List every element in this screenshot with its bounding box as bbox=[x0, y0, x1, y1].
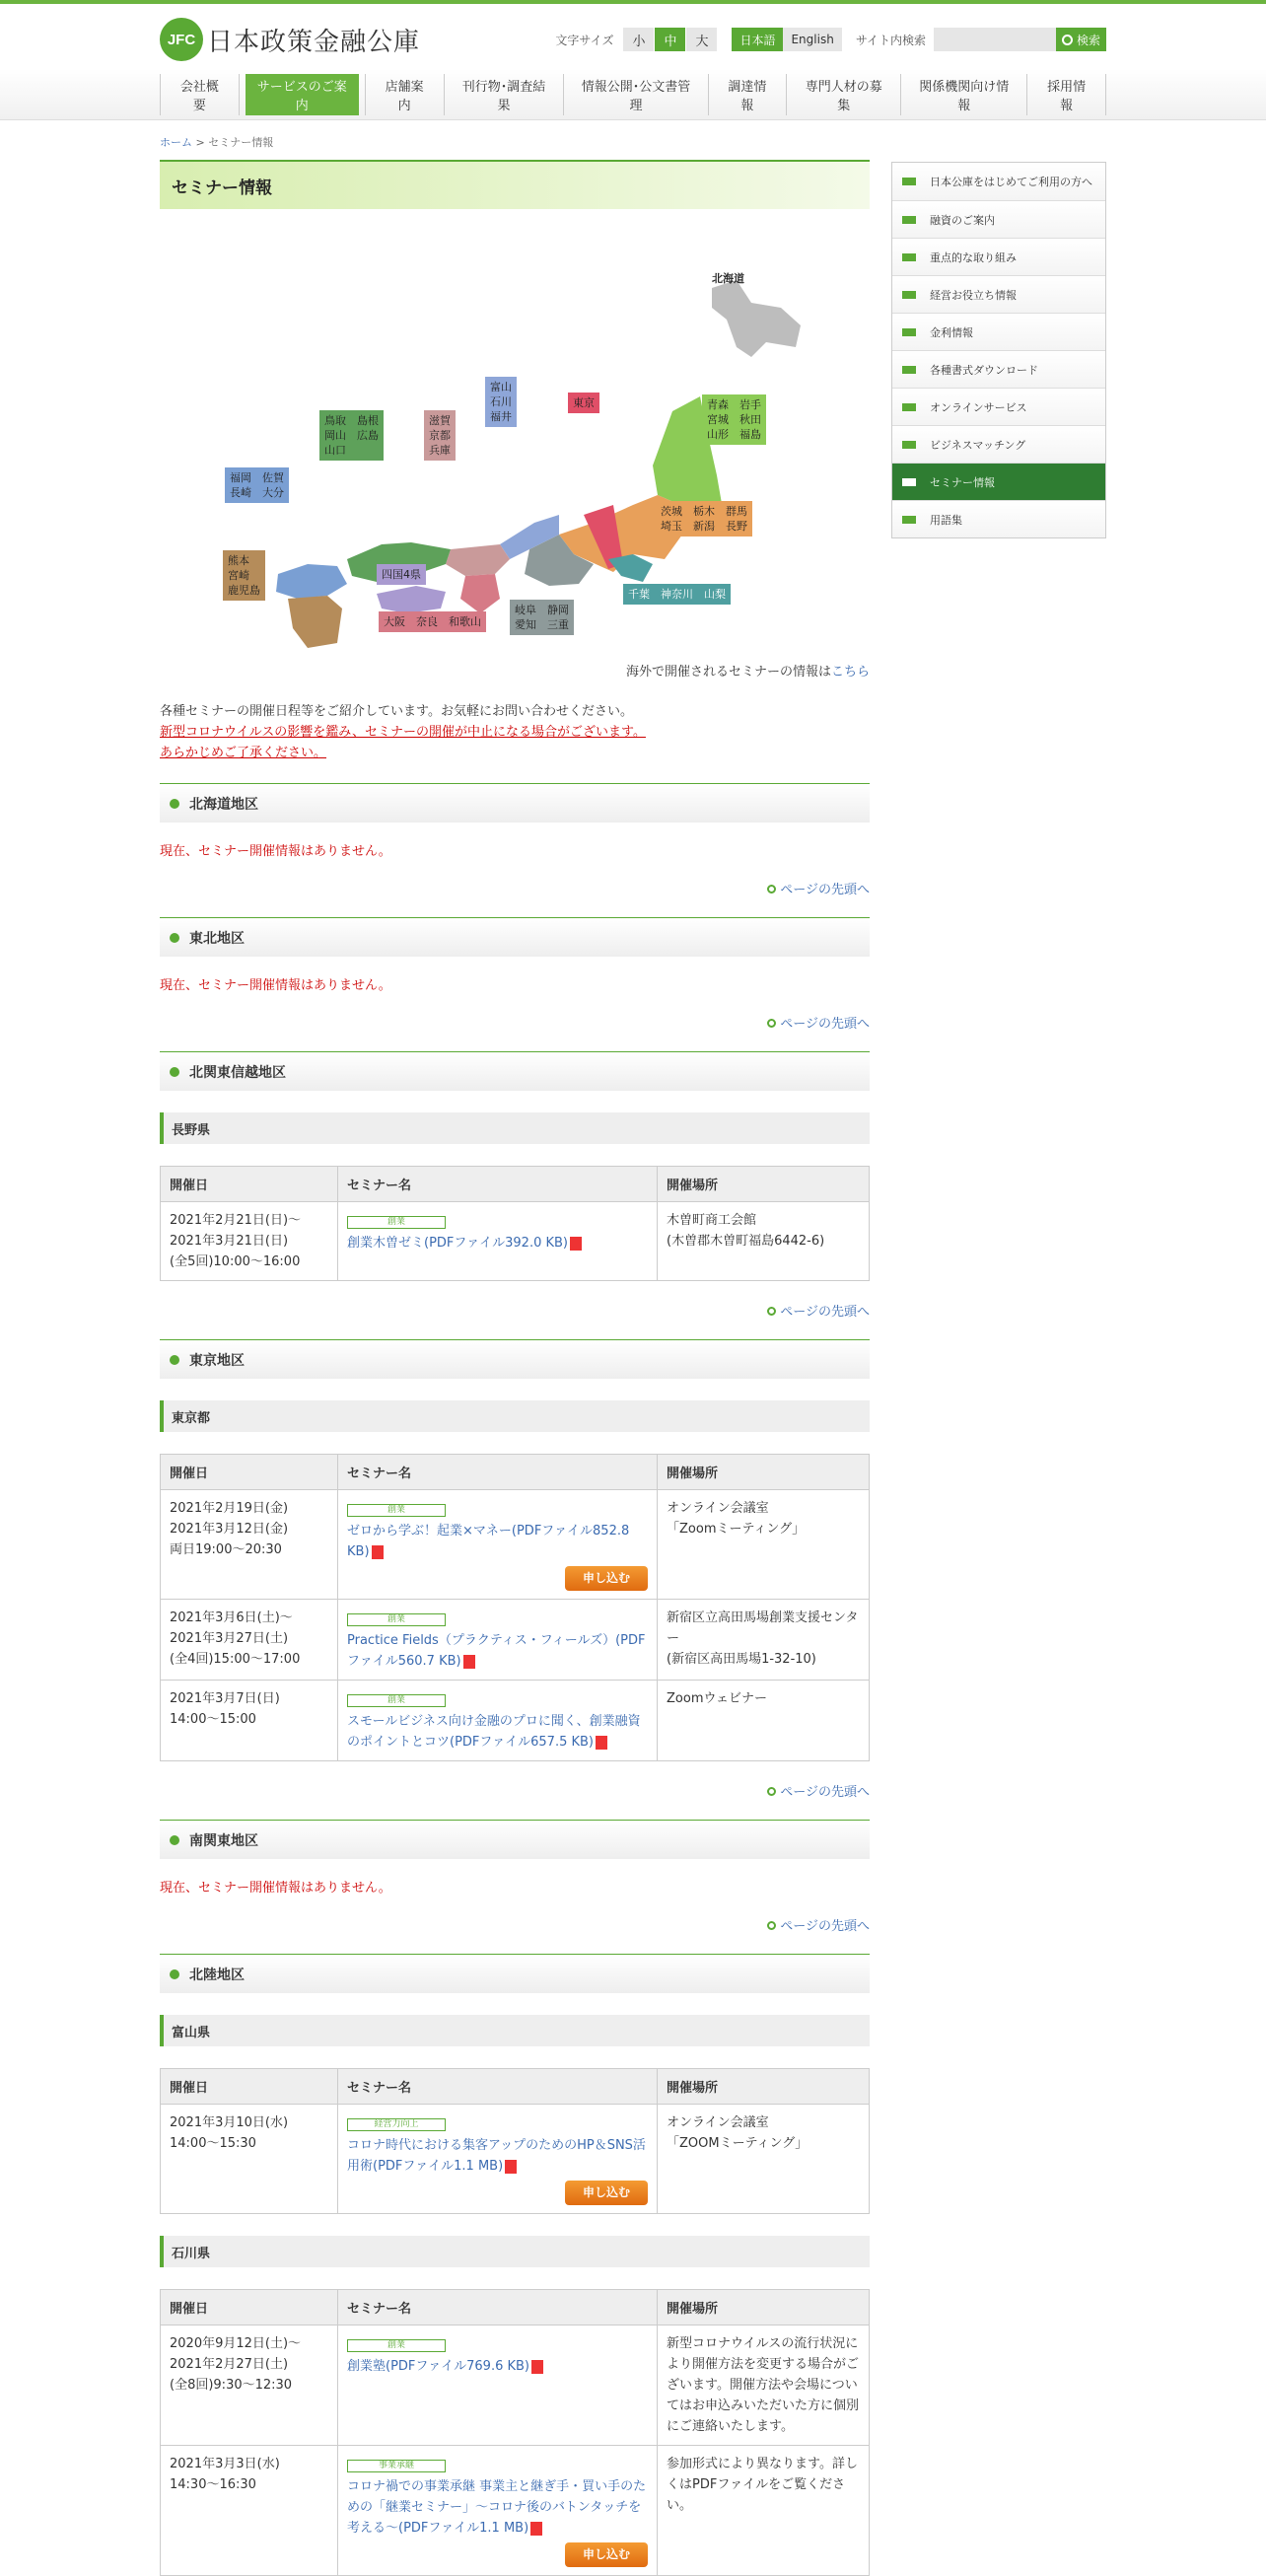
arrow-icon bbox=[902, 328, 916, 336]
jfc-logo-icon: JFC bbox=[160, 18, 203, 61]
back-to-top-label: ページの先頭へ bbox=[780, 1017, 870, 1032]
map-label-chugoku[interactable]: 鳥取 島根 岡山 広島 山口 bbox=[319, 410, 384, 461]
pref-heading-toyama: 富山県 bbox=[160, 2015, 870, 2046]
font-size-large-button[interactable]: 大 bbox=[686, 28, 718, 51]
side-item-label: セミナー情報 bbox=[930, 475, 995, 489]
side-item-management-info[interactable] bbox=[892, 275, 1105, 313]
breadcrumb-home-link[interactable]: ホーム bbox=[160, 136, 192, 149]
region-heading-hokkaido bbox=[160, 783, 870, 823]
apply-button[interactable]: 申し込む bbox=[565, 2181, 648, 2205]
seminar-link[interactable]: Practice Fields（プラクティス・フィールズ）(PDFファイル560.7 KB) bbox=[347, 1633, 646, 1669]
col-date: 開催日 bbox=[161, 1167, 338, 1202]
search-icon bbox=[1062, 35, 1073, 45]
search-button-label: 検索 bbox=[1076, 33, 1100, 47]
seminar-link[interactable]: コロナ禍での事業承継 事業主と継ぎ手・買い手のための「継業セミナー」～コロナ後のバトンタッチを考える～(PDFファイル1.1 MB) bbox=[347, 2479, 647, 2536]
circle-icon bbox=[767, 1307, 776, 1316]
side-item-label: 日本公庫をはじめてご利用の方へ bbox=[930, 176, 1092, 188]
nav-institutions[interactable] bbox=[900, 74, 1026, 115]
font-size-medium-button[interactable]: 中 bbox=[655, 28, 686, 51]
seminar-date: 2020年9月12日(土)～ 2021年2月27日(土) (全8回)9:30～12:30 bbox=[161, 2326, 338, 2446]
map-kyushu2[interactable] bbox=[288, 596, 342, 648]
table-row bbox=[161, 1202, 870, 1281]
nav-label: 専門人材の募集 bbox=[805, 80, 882, 113]
lang-en-button[interactable]: English bbox=[783, 28, 841, 51]
seminar-place: 新宿区立高田馬場創業支援センター (新宿区高田馬場1-32-10) bbox=[658, 1600, 870, 1681]
seminar-table-ishikawa bbox=[160, 2289, 870, 2576]
nav-label: 会社概要 bbox=[179, 80, 219, 113]
category-badge: 創業 bbox=[347, 1216, 446, 1229]
side-item-label: 重点的な取り組み bbox=[930, 250, 1017, 264]
seminar-place: 新型コロナウイルスの流行状況により開催方法を変更する場合がございます。開催方法や会場についてはお申込みいただいた方に個別にご連絡いたします。 bbox=[658, 2326, 870, 2446]
side-item-interest[interactable] bbox=[892, 313, 1105, 350]
category-badge: 創業 bbox=[347, 2339, 446, 2352]
map-label-kinki[interactable]: 滋賀 京都 兵庫 bbox=[424, 410, 456, 461]
map-label-tokai[interactable]: 岐阜 静岡 愛知 三重 bbox=[510, 600, 574, 635]
nav-publications[interactable] bbox=[444, 74, 564, 115]
region-heading-hokuriku bbox=[160, 1954, 870, 1993]
bullet-icon bbox=[170, 1067, 179, 1077]
side-item-label: 金利情報 bbox=[930, 325, 973, 339]
seminar-date: 2021年2月21日(日)～ 2021年3月21日(日) (全5回)10:00～16:00 bbox=[161, 1202, 338, 1281]
table-row bbox=[161, 1490, 870, 1600]
pdf-icon bbox=[531, 2360, 543, 2374]
side-item-glossary[interactable] bbox=[892, 500, 1105, 537]
back-to-top-label: ページの先頭へ bbox=[780, 883, 870, 897]
seminar-date: 2021年3月7日(日) 14:00～15:00 bbox=[161, 1681, 338, 1761]
lang-ja-button[interactable]: 日本語 bbox=[732, 28, 783, 51]
back-to-top-link[interactable] bbox=[767, 1785, 870, 1800]
side-menu-wrap bbox=[891, 162, 1106, 538]
nav-label: 関係機関向け情報 bbox=[919, 80, 1010, 113]
bullet-icon bbox=[170, 933, 179, 943]
arrow-icon bbox=[902, 441, 916, 449]
bullet-icon bbox=[170, 1355, 179, 1365]
col-date: 開催日 bbox=[161, 2290, 338, 2326]
search-button[interactable] bbox=[1056, 28, 1106, 51]
pdf-icon bbox=[570, 1237, 582, 1251]
no-seminar-message: 現在、セミナー開催情報はありません。 bbox=[160, 1881, 391, 1896]
back-to-top-link[interactable] bbox=[767, 883, 870, 897]
font-size-small-button[interactable]: 小 bbox=[623, 28, 655, 51]
seminar-date: 2021年3月3日(水) 14:30～16:30 bbox=[161, 2446, 338, 2576]
col-name: セミナー名 bbox=[338, 2069, 658, 2105]
back-to-top-link[interactable] bbox=[767, 1017, 870, 1032]
arrow-icon bbox=[902, 516, 916, 524]
seminar-date: 2021年2月19日(金) 2021年3月12日(金) 両日19:00～20:30 bbox=[161, 1490, 338, 1600]
nav-disclosure[interactable] bbox=[563, 74, 707, 115]
nav-label: 店舗案内 bbox=[385, 80, 424, 113]
table-row bbox=[161, 2105, 870, 2214]
col-name: セミナー名 bbox=[338, 2290, 658, 2326]
category-badge: 創業 bbox=[347, 1694, 446, 1707]
search-label: サイト内検索 bbox=[855, 33, 926, 47]
map-hokkaido[interactable] bbox=[712, 280, 801, 357]
nav-label: 調達情報 bbox=[728, 80, 767, 113]
region-title: 東京地区 bbox=[189, 1352, 245, 1369]
main-content bbox=[160, 160, 870, 2576]
back-to-top-link[interactable] bbox=[767, 1919, 870, 1934]
back-to-top-label: ページの先頭へ bbox=[780, 1919, 870, 1934]
region-title: 北関東信越地区 bbox=[189, 1064, 286, 1081]
nav-services[interactable] bbox=[239, 74, 365, 115]
arrow-icon bbox=[902, 178, 916, 185]
nav-label: 情報公開･公文書管理 bbox=[581, 80, 691, 113]
map-kinki2[interactable] bbox=[460, 574, 500, 613]
covid-notice-2: あらかじめご了承ください。 bbox=[160, 746, 327, 760]
circle-icon bbox=[767, 1921, 776, 1930]
nav-label: サービスのご案内 bbox=[246, 74, 359, 115]
pref-heading-tokyo: 東京都 bbox=[160, 1400, 870, 1432]
arrow-icon bbox=[902, 291, 916, 299]
arrow-icon bbox=[902, 253, 916, 261]
region-title: 北陸地区 bbox=[189, 1967, 245, 1983]
seminar-date: 2021年3月10日(水) 14:00～15:30 bbox=[161, 2105, 338, 2214]
nav-branches[interactable] bbox=[365, 74, 444, 115]
region-title: 北海道地区 bbox=[189, 796, 258, 813]
seminar-table-tokyo bbox=[160, 1454, 870, 1761]
col-date: 開催日 bbox=[161, 2069, 338, 2105]
side-item-matching[interactable] bbox=[892, 425, 1105, 463]
logo-text: 日本政策金融公庫 bbox=[207, 27, 421, 57]
side-item-loans[interactable] bbox=[892, 200, 1105, 238]
map-label-kinki2[interactable]: 大阪 奈良 和歌山 bbox=[379, 611, 486, 632]
map-kinki[interactable] bbox=[446, 544, 510, 576]
seminar-link[interactable]: 創業塾(PDFファイル769.6 KB) bbox=[347, 2359, 530, 2374]
seminar-link[interactable]: 創業木曽ゼミ(PDFファイル392.0 KB) bbox=[347, 1236, 569, 1251]
nav-company[interactable] bbox=[160, 74, 239, 115]
region-heading-minamikanto bbox=[160, 1820, 870, 1859]
region-heading-tokyo bbox=[160, 1339, 870, 1379]
col-name: セミナー名 bbox=[338, 1167, 658, 1202]
circle-icon bbox=[767, 1019, 776, 1028]
bullet-icon bbox=[170, 799, 179, 809]
circle-icon bbox=[767, 1787, 776, 1796]
apply-button[interactable]: 申し込む bbox=[565, 1566, 648, 1591]
seminar-place: 参加形式により異なります。詳しくはPDFファイルをご覧ください。 bbox=[658, 2446, 870, 2576]
side-item-label: 経営お役立ち情報 bbox=[930, 288, 1017, 302]
bullet-icon bbox=[170, 1835, 179, 1845]
table-row bbox=[161, 1681, 870, 1761]
site-header bbox=[160, 4, 1106, 69]
global-nav bbox=[0, 69, 1266, 120]
category-badge: 経営力向上 bbox=[347, 2118, 446, 2131]
side-item-priorities[interactable] bbox=[892, 238, 1105, 275]
breadcrumb-separator: > bbox=[192, 136, 209, 149]
table-row bbox=[161, 2326, 870, 2446]
map-label-shikoku[interactable]: 四国4県 bbox=[377, 564, 426, 585]
pdf-icon bbox=[596, 1736, 607, 1750]
map-label-tohoku[interactable]: 青森 岩手 宮城 秋田 山形 福島 bbox=[702, 394, 766, 445]
map-kyushu1[interactable] bbox=[276, 564, 347, 599]
pdf-icon bbox=[463, 1655, 475, 1669]
seminar-link[interactable]: ゼロから学ぶ！起業×マネー(PDFファイル852.8 KB) bbox=[347, 1524, 630, 1559]
seminar-place: オンライン会議室 「Zoomミーティング」 bbox=[658, 1490, 870, 1600]
pref-heading-ishikawa: 石川県 bbox=[160, 2236, 870, 2267]
side-item-seminars[interactable] bbox=[892, 463, 1105, 500]
intro-text bbox=[160, 701, 870, 763]
col-place: 開催場所 bbox=[658, 1167, 870, 1202]
map-label-kyushu2[interactable]: 熊本 宮崎 鹿児島 bbox=[223, 550, 265, 601]
map-label-hokkaido[interactable]: 北海道 bbox=[712, 272, 744, 285]
map-label-kyushu1[interactable]: 福岡 佐賀 長崎 大分 bbox=[225, 467, 289, 503]
table-row bbox=[161, 1600, 870, 1681]
japan-region-map bbox=[160, 209, 870, 653]
nav-recruit-experts[interactable] bbox=[786, 74, 900, 115]
intro-line: 各種セミナーの開催日程等をご紹介しています。お気軽にお問い合わせください。 bbox=[160, 704, 633, 719]
breadcrumb-current: セミナー情報 bbox=[208, 136, 274, 149]
seminar-link[interactable]: スモールビジネス向け金融のプロに聞く、創業融資のポイントとコツ(PDFファイル657.5 KB) bbox=[347, 1714, 641, 1750]
header-tools bbox=[555, 28, 1106, 51]
col-date: 開催日 bbox=[161, 1455, 338, 1490]
overseas-link[interactable]: こちら bbox=[830, 665, 870, 680]
region-title: 東北地区 bbox=[189, 930, 245, 947]
side-menu bbox=[891, 162, 1106, 538]
arrow-icon bbox=[902, 478, 916, 486]
pdf-icon bbox=[372, 1545, 384, 1559]
side-item-first-time[interactable] bbox=[892, 163, 1105, 200]
seminar-table-toyama bbox=[160, 2068, 870, 2214]
arrow-icon bbox=[902, 216, 916, 224]
nav-procurement[interactable] bbox=[708, 74, 787, 115]
back-to-top-label: ページの先頭へ bbox=[780, 1785, 870, 1800]
nav-careers[interactable] bbox=[1026, 74, 1106, 115]
map-label-hokuriku[interactable]: 富山 石川 福井 bbox=[485, 377, 517, 427]
arrow-icon bbox=[902, 403, 916, 411]
overseas-info bbox=[160, 661, 870, 680]
category-badge: 創業 bbox=[347, 1613, 446, 1626]
seminar-place: Zoomウェビナー bbox=[658, 1681, 870, 1761]
region-heading-kitakanto bbox=[160, 1051, 870, 1091]
seminar-place: オンライン会議室 「ZOOMミーティング」 bbox=[658, 2105, 870, 2214]
seminar-link[interactable]: コロナ時代における集客アップのためのHP＆SNS活用術(PDFファイル1.1 MB) bbox=[347, 2138, 646, 2174]
col-place: 開催場所 bbox=[658, 1455, 870, 1490]
arrow-icon bbox=[902, 366, 916, 374]
col-name: セミナー名 bbox=[338, 1455, 658, 1490]
side-item-label: 融資のご案内 bbox=[930, 213, 995, 227]
seminar-place: 木曽町商工会館 (木曽郡木曽町福島6442-6) bbox=[658, 1202, 870, 1281]
seminar-date: 2021年3月6日(土)～ 2021年3月27日(土) (全4回)15:00～17:00 bbox=[161, 1600, 338, 1681]
map-shikoku[interactable] bbox=[377, 586, 446, 613]
side-item-label: オンラインサービス bbox=[930, 400, 1027, 414]
region-title: 南関東地区 bbox=[189, 1832, 258, 1849]
site-logo[interactable] bbox=[160, 18, 420, 61]
col-place: 開催場所 bbox=[658, 2069, 870, 2105]
back-to-top-link[interactable] bbox=[767, 1305, 870, 1320]
category-badge: 事業承継 bbox=[347, 2460, 446, 2472]
map-label-minamikanto[interactable]: 千葉 神奈川 山梨 bbox=[623, 584, 731, 605]
side-item-label: 各種書式ダウンロード bbox=[930, 363, 1038, 377]
pref-heading-nagano: 長野県 bbox=[160, 1112, 870, 1144]
bullet-icon bbox=[170, 1969, 179, 1979]
region-heading-tohoku bbox=[160, 917, 870, 957]
side-item-online[interactable] bbox=[892, 388, 1105, 425]
pdf-icon bbox=[505, 2160, 517, 2174]
no-seminar-message: 現在、セミナー開催情報はありません。 bbox=[160, 978, 391, 993]
col-place: 開催場所 bbox=[658, 2290, 870, 2326]
side-item-label: 用語集 bbox=[930, 513, 962, 527]
circle-icon bbox=[767, 885, 776, 894]
no-seminar-message: 現在、セミナー開催情報はありません。 bbox=[160, 844, 391, 859]
overseas-text: 海外で開催されるセミナーの情報は bbox=[625, 665, 831, 680]
map-label-tokyo[interactable]: 東京 bbox=[568, 393, 599, 413]
nav-label: 刊行物･調査結果 bbox=[461, 80, 546, 113]
side-item-forms[interactable] bbox=[892, 350, 1105, 388]
seminar-table-nagano bbox=[160, 1166, 870, 1281]
search-input[interactable] bbox=[934, 28, 1056, 51]
nav-label: 採用情報 bbox=[1047, 80, 1087, 113]
category-badge: 創業 bbox=[347, 1504, 446, 1517]
pdf-icon bbox=[530, 2522, 542, 2536]
page-title: セミナー情報 bbox=[160, 160, 870, 209]
font-size-label: 文字サイズ bbox=[555, 33, 614, 47]
map-label-kanto[interactable]: 茨城 栃木 群馬 埼玉 新潟 長野 bbox=[656, 501, 752, 537]
back-to-top-label: ページの先頭へ bbox=[780, 1305, 870, 1320]
apply-button[interactable]: 申し込む bbox=[565, 2542, 648, 2567]
table-row bbox=[161, 2446, 870, 2576]
covid-notice: 新型コロナウイルスの影響を鑑み、セミナーの開催が中止になる場合がございます。 bbox=[160, 725, 646, 740]
breadcrumb bbox=[160, 120, 1106, 160]
side-item-label: ビジネスマッチング bbox=[930, 438, 1026, 452]
